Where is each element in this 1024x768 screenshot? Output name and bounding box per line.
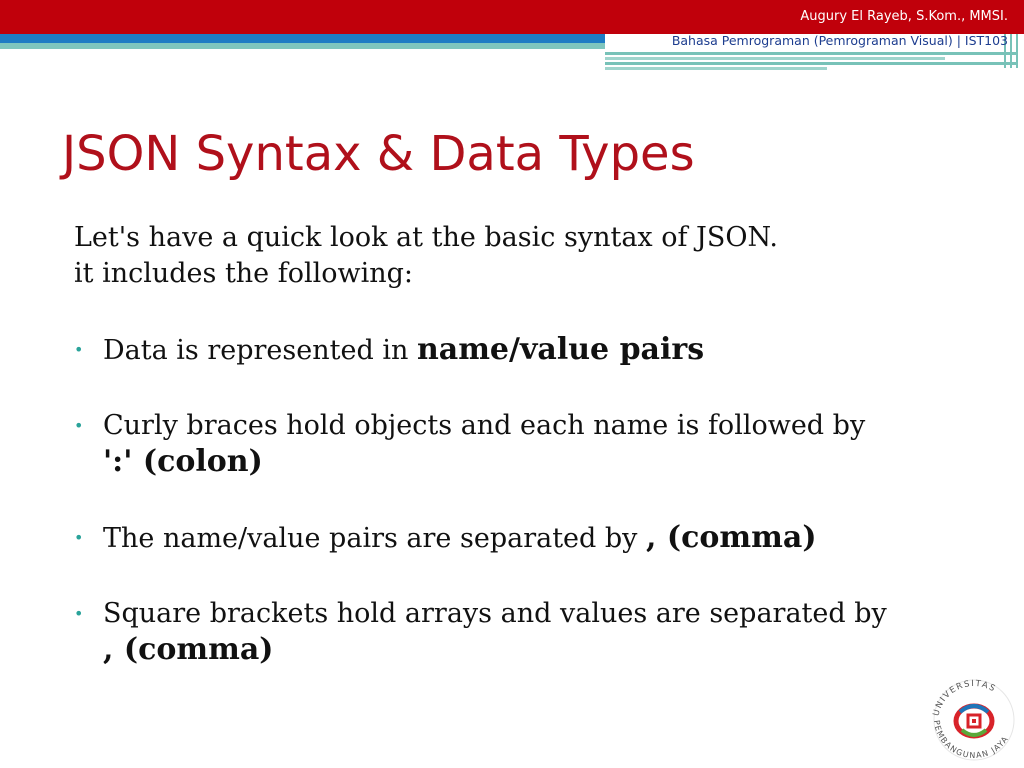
- slide-title: JSON Syntax & Data Types: [62, 126, 695, 182]
- course-name: Bahasa Pemrograman (Pemrograman Visual) | IST103: [671, 33, 1008, 48]
- bullet-dot-icon: •: [74, 416, 84, 435]
- header-decor-line: [605, 52, 1017, 55]
- header-decor-bar: [1010, 34, 1012, 68]
- intro-line: it includes the following:: [74, 258, 414, 289]
- svg-text:PEMBANGUNAN JAYA: PEMBANGUNAN JAYA: [931, 719, 1011, 761]
- bullet-text: Data is represented in name/value pairs: [103, 332, 705, 367]
- header-decor-line: [605, 57, 945, 60]
- bullet-text: Square brackets hold arrays and values are separated by , (comma): [103, 598, 887, 667]
- author-name: Augury El Rayeb, S.Kom., MMSI.: [800, 9, 1008, 24]
- header-decor-line: [605, 67, 827, 70]
- bullet-dot-icon: •: [74, 604, 84, 623]
- bullet-dot-icon: •: [74, 340, 84, 359]
- header-decor-bar: [1016, 34, 1018, 68]
- intro-line: Let's have a quick look at the basic syntax of JSON.: [74, 222, 778, 253]
- svg-text:UNIVERSITAS: UNIVERSITAS: [931, 678, 998, 718]
- bullet-text: Curly braces hold objects and each name is followed by ':' (colon): [103, 410, 866, 479]
- header-teal-stripe: [0, 43, 605, 49]
- header-decor-line: [605, 62, 1017, 65]
- bullet-text: The name/value pairs are separated by , (comma): [103, 520, 817, 555]
- university-logo-icon: [924, 664, 1024, 768]
- bullet-emphasis: ':' (colon): [103, 444, 263, 479]
- bullet-emphasis: name/value pairs: [416, 332, 705, 367]
- bullet-emphasis: , (comma): [103, 632, 274, 667]
- intro-text: [74, 220, 954, 292]
- bullet-emphasis: , (comma): [646, 520, 817, 555]
- bullet-dot-icon: •: [74, 528, 84, 547]
